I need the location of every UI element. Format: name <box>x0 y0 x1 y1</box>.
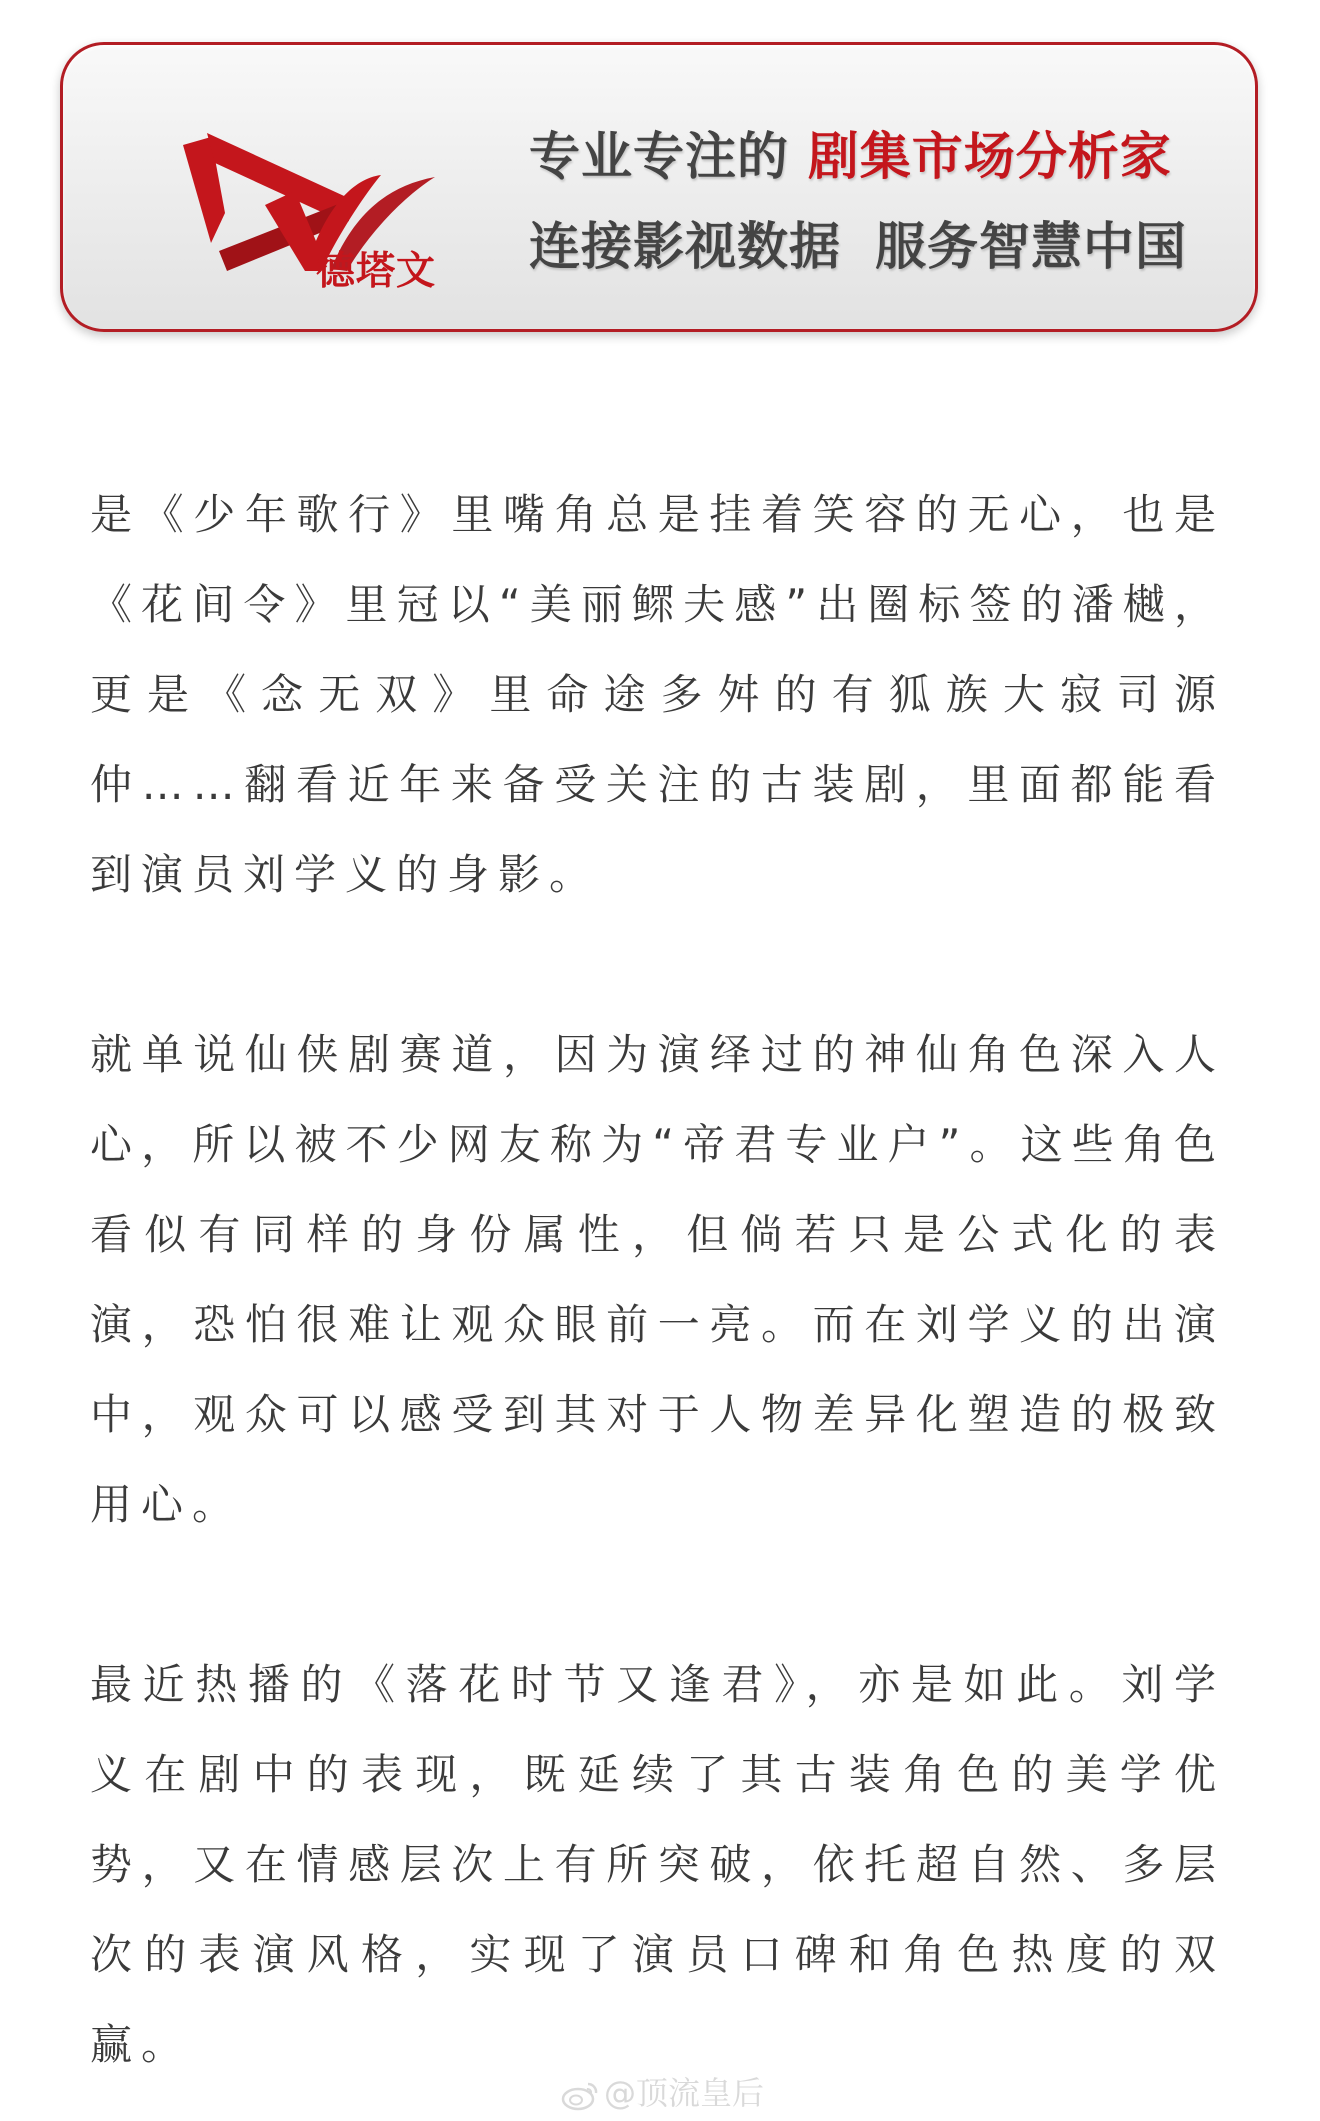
weibo-watermark <box>560 2068 764 2114</box>
slogan-part-2: 服务智慧中国 <box>875 218 1188 277</box>
watermark-handle: @顶流皇后 <box>604 2074 765 2112</box>
weibo-icon <box>560 2079 600 2111</box>
paragraph-3: 最近热播的《落花时节又逢君》，亦是如此。刘学义在剧中的表现，既延续了其古装角色的美学优势，又在情感层次上有所突破，依托超自然、多层次的表演风格，实现了演员口碑和角色热度的双赢。 <box>90 1660 1225 2069</box>
slogan-prefix: 专业专注的 <box>529 128 808 187</box>
logo-wordmark: 德塔文 <box>316 249 437 294</box>
slogan-line-2 <box>529 205 1187 279</box>
slogan-line-1 <box>529 115 1172 189</box>
paragraph-2: 就单说仙侠剧赛道，因为演绎过的神仙角色深入人心，所以被不少网友称为“帝君专业户”。这些角色看似有同样的身份属性，但倘若只是公式化的表演，恐怕很难让观众眼前一亮。而在刘学义的出演中，观众可以感受到其对于人物差异化塑造的极致用心。 <box>90 1030 1225 1529</box>
article-body <box>90 470 1225 2090</box>
slogan-accent: 剧集市场分析家 <box>807 128 1172 187</box>
slogan-part-1: 连接影视数据 <box>529 218 842 277</box>
paragraph-1: 是《少年歌行》里嘴角总是挂着笑容的无心，也是《花间令》里冠以“美丽鳏夫感”出圈标签的潘樾，更是《念无双》里命途多舛的有狐族大寂司源仲……翻看近年来备受关注的古装剧，里面都能看到演员刘学义的身影。 <box>90 490 1225 899</box>
brand-banner <box>60 42 1258 332</box>
